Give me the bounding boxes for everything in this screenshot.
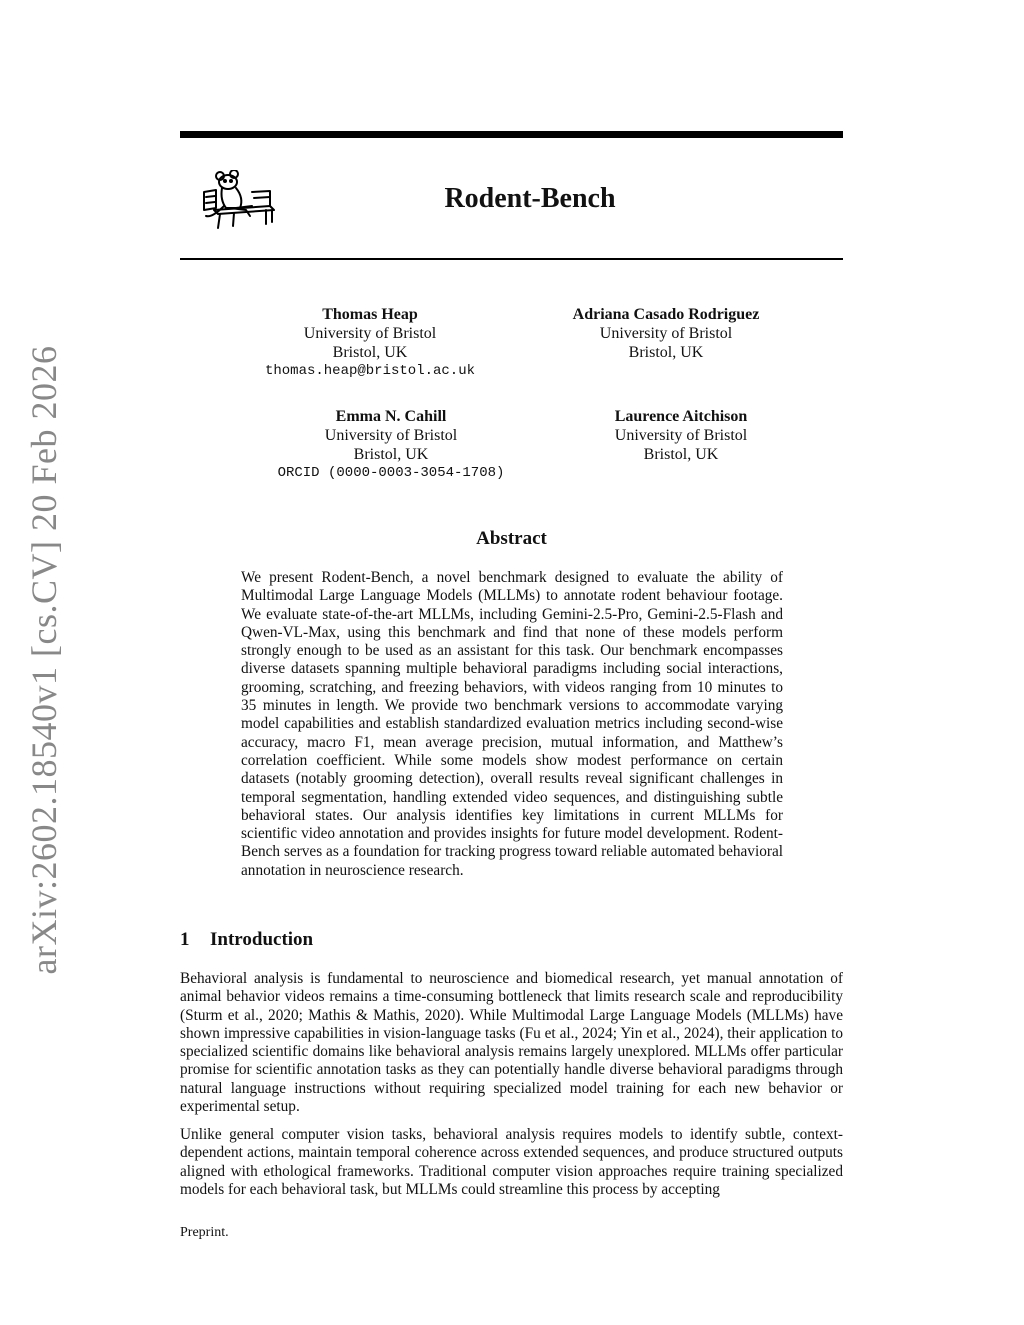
author-block bbox=[220, 305, 520, 381]
author-affiliation: University of Bristol bbox=[303, 325, 437, 342]
author-orcid: ORCID (0000-0003-3054-1708) bbox=[277, 465, 505, 481]
author-location: Bristol, UK bbox=[332, 344, 408, 361]
abstract-heading: Abstract bbox=[476, 528, 547, 549]
author-location: Bristol, UK bbox=[628, 344, 704, 361]
section-title: Introduction bbox=[210, 929, 314, 950]
body-paragraph: Unlike general computer vision tasks, behavioral analysis requires models to identify subtle, context-dependent actions, maintain temporal coherence across extended sequences, and produce structured outputs aligned with ethological frameworks. Traditional computer vision approaches require training specialized models for each behavioral task, but MLLMs could streamline this process by accepting bbox=[180, 1126, 843, 1198]
author-name: Adriana Casado Rodriguez bbox=[572, 306, 760, 323]
author-name: Laurence Aitchison bbox=[614, 408, 748, 425]
author-location: Bristol, UK bbox=[353, 446, 429, 463]
author-affiliation: University of Bristol bbox=[599, 325, 733, 342]
arxiv-identifier: arXiv:2602.18540v1 [cs.CV] 20 Feb 2026 bbox=[24, 345, 64, 975]
footer-note: Preprint. bbox=[180, 1225, 229, 1240]
author-affiliation: University of Bristol bbox=[614, 427, 748, 444]
author-location: Bristol, UK bbox=[643, 446, 719, 463]
title-rule-top bbox=[180, 131, 843, 138]
author-affiliation: University of Bristol bbox=[324, 427, 458, 444]
author-name: Emma N. Cahill bbox=[335, 408, 447, 425]
section-number: 1 bbox=[180, 929, 190, 950]
paper-title: Rodent-Bench bbox=[444, 183, 616, 214]
body-paragraph: Behavioral analysis is fundamental to neuroscience and biomedical research, yet manual annotation of animal behavior videos remains a time-consuming bottleneck that limits research scale and reproducibility (Sturm et al., 2020; Mathis & Mathis, 2020). While Multimodal Large Language Models (MLLMs) have shown impressive capabilities in vision-language tasks (Fu et al., 2024; Yin et al., 2024), their application to specialized scientific domains like behavioral analysis remains largely unexplored. MLLMs offer particular promise for scientific annotation tasks as they can potentially handle diverse behavioral paradigms through natural language instructions without requiring specialized model training for each new behavior or experimental setup. bbox=[180, 970, 843, 1116]
section-heading bbox=[180, 929, 313, 951]
title-rule-bottom bbox=[180, 258, 843, 260]
author-name: Thomas Heap bbox=[322, 306, 418, 323]
author-block bbox=[516, 305, 816, 362]
author-block bbox=[531, 407, 831, 464]
author-block bbox=[241, 407, 541, 483]
abstract-text: We present Rodent-Bench, a novel benchmark designed to evaluate the ability of Multimodal Large Language Models (MLLMs) to annotate rodent behaviour footage. We evaluate state-of-the-art MLLMs, including Gemini-2.5-Pro, Gemini-2.5-Flash and Qwen-VL-Max, using this benchmark and find that none of these models perform strongly enough to be used as an assistant for this task. Our benchmark encompasses diverse datasets spanning multiple behavioral paradigms including social interactions, grooming, scratching, and freezing behaviors, with videos ranging from 10 minutes to 35 minutes in length. We provide two benchmark versions to accommodate varying model capabilities and establish standardized evaluation metrics including second-wise accuracy, macro F1, mean average precision, mutual information, and Matthew’s correlation coefficient. While some models show modest performance on certain datasets (notably grooming detection), overall results reveal significant challenges in temporal segmentation, handling extended video sequences, and distinguishing subtle behavioral states. Our analysis identifies key limitations in current MLLMs for scientific video annotation and provides insights for future model development. Rodent-Bench serves as a foundation for tracking progress toward reliable automated behavioral annotation in neuroscience research. bbox=[241, 569, 783, 879]
author-email: thomas.heap@bristol.ac.uk bbox=[264, 363, 476, 379]
